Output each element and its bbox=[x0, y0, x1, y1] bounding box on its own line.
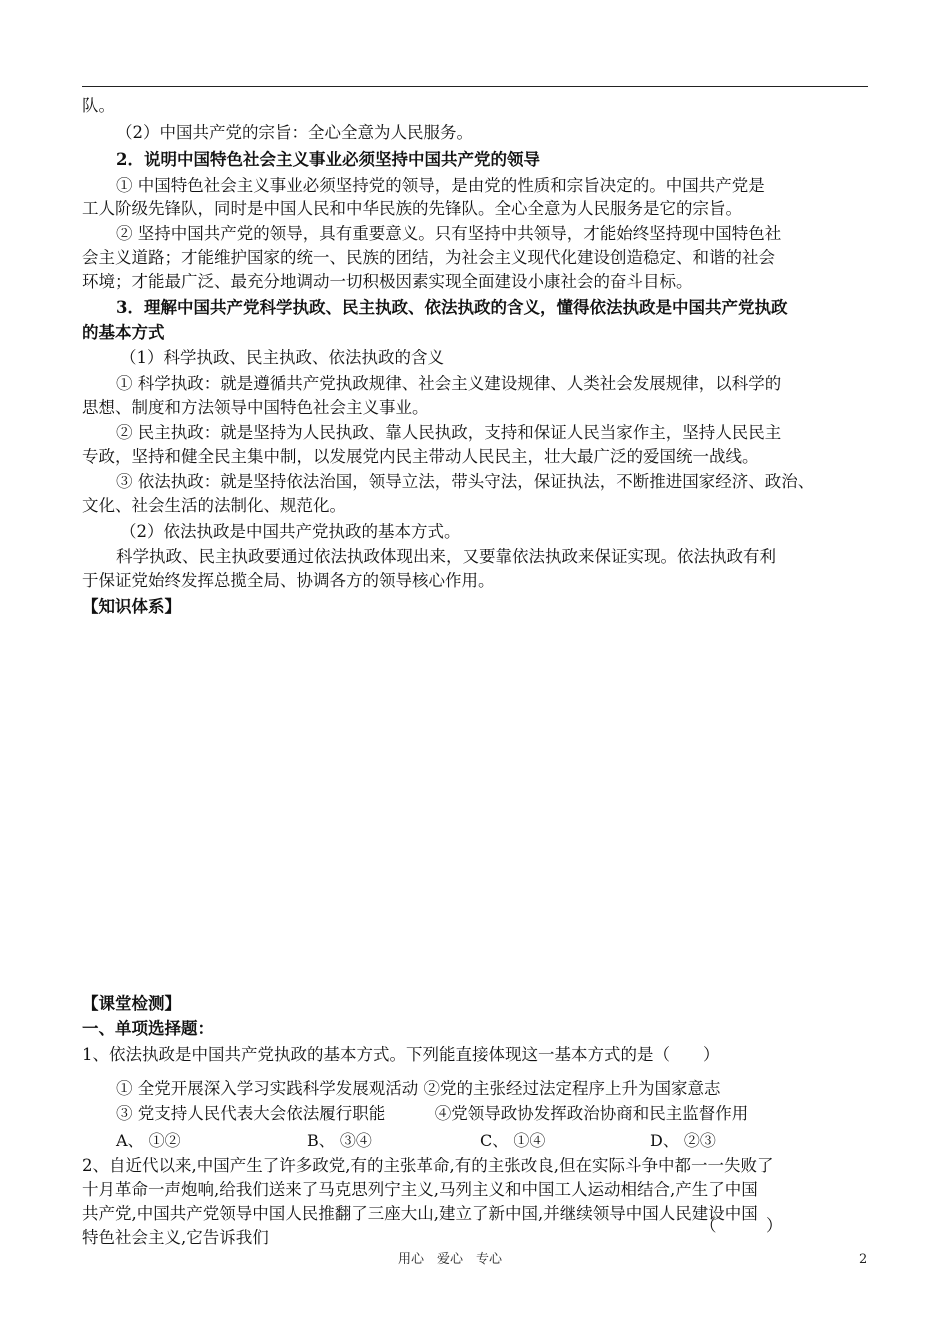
text-line: ② 坚持中国共产党的领导，具有重要意义。只有坚持中共领导，才能始终坚持现中国特色社 bbox=[116, 224, 782, 243]
question-1-item: ③ 党支持人民代表大会依法履行职能 ④党领导政协发挥政治协商和民主监督作用 bbox=[116, 1104, 749, 1123]
text-line: （1）科学执政、民主执政、依法执政的含义 bbox=[120, 348, 444, 367]
header-rule bbox=[82, 86, 868, 87]
question-2-line: 特色社会主义,它告诉我们 bbox=[82, 1228, 269, 1247]
text-line: 环境；才能最广泛、最充分地调动一切积极因素实现全面建设小康社会的奋斗目标。 bbox=[82, 272, 693, 291]
question-1-item: ① 全党开展深入学习实践科学发展观活动 ②党的主张经过法定程序上升为国家意志 bbox=[116, 1079, 721, 1098]
question-2-line: 十月革命一声炮响,给我们送来了马克思列宁主义,马列主义和中国工人运动相结合,产生了中国 bbox=[82, 1180, 758, 1199]
option-a: A、 ①② bbox=[116, 1131, 181, 1150]
section-heading-knowledge: 【知识体系】 bbox=[82, 597, 181, 616]
text-line: 科学执政、民主执政要通过依法执政体现出来，又要靠依法执政来保证实现。依法执政有利 bbox=[116, 547, 776, 566]
option-b: B、 ③④ bbox=[307, 1131, 372, 1150]
text-line: ③ 依法执政：就是坚持依法治国，领导立法，带头守法，保证执法，不断推进国家经济、政治、 bbox=[116, 472, 815, 491]
text-line: 思想、制度和方法领导中国特色社会主义事业。 bbox=[82, 398, 429, 417]
text-line: ① 科学执政：就是遵循共产党执政规律、社会主义建设规律、人类社会发展规律，以科学的 bbox=[116, 374, 782, 393]
text-line: ② 民主执政：就是坚持为人民执政、靠人民执政，支持和保证人民当家作主，坚持人民民主 bbox=[116, 423, 782, 442]
text-line: 文化、社会生活的法制化、规范化。 bbox=[82, 496, 346, 515]
text-line: 专政，坚持和健全民主集中制，以发展党内民主带动人民民主，壮大最广泛的爱国统一战线。 bbox=[82, 447, 759, 466]
option-d: D、 ②③ bbox=[650, 1131, 716, 1150]
section-heading-check: 【课堂检测】 bbox=[82, 994, 181, 1013]
section-heading-single-choice: 一、单项选择题： bbox=[82, 1019, 214, 1038]
text-line: 会主义道路；才能维护国家的统一、民族的团结，为社会主义现代化建设创造稳定、和谐的社会 bbox=[82, 248, 775, 267]
answer-blank: （ ） bbox=[700, 1216, 783, 1235]
subheading: 3．理解中国共产党科学执政、民主执政、依法执政的含义，懂得依法执政是中国共产党执政 bbox=[116, 298, 788, 317]
text-line: 工人阶级先锋队，同时是中国人民和中华民族的先锋队。全心全意为人民服务是它的宗旨。 bbox=[82, 199, 742, 218]
option-c: C、 ①④ bbox=[480, 1131, 546, 1150]
text-line: 队。 bbox=[82, 96, 115, 115]
question-2: 2、自近代以来,中国产生了许多政党,有的主张革命,有的主张改良,但在实际斗争中都一一失败了 bbox=[82, 1156, 774, 1175]
subheading: 2．说明中国特色社会主义事业必须坚持中国共产党的领导 bbox=[116, 150, 540, 169]
question-2-line: 共产党,中国共产党领导中国人民推翻了三座大山,建立了新中国,并继续领导中国人民建设中国 bbox=[82, 1204, 758, 1223]
text-line: 于保证党始终发挥总揽全局、协调各方的领导核心作用。 bbox=[82, 571, 495, 590]
question-1: 1、依法执政是中国共产党执政的基本方式。下列能直接体现这一基本方式的是（ ） bbox=[82, 1045, 720, 1064]
footer-slogan: 用心 爱心 专心 bbox=[398, 1252, 503, 1267]
text-line: （2）中国共产党的宗旨：全心全意为人民服务。 bbox=[116, 123, 473, 142]
page-number: 2 bbox=[859, 1252, 868, 1267]
text-line: ① 中国特色社会主义事业必须坚持党的领导，是由党的性质和宗旨决定的。中国共产党是 bbox=[116, 176, 765, 195]
subheading: 的基本方式 bbox=[82, 323, 165, 342]
text-line: （2）依法执政是中国共产党执政的基本方式。 bbox=[120, 522, 461, 541]
